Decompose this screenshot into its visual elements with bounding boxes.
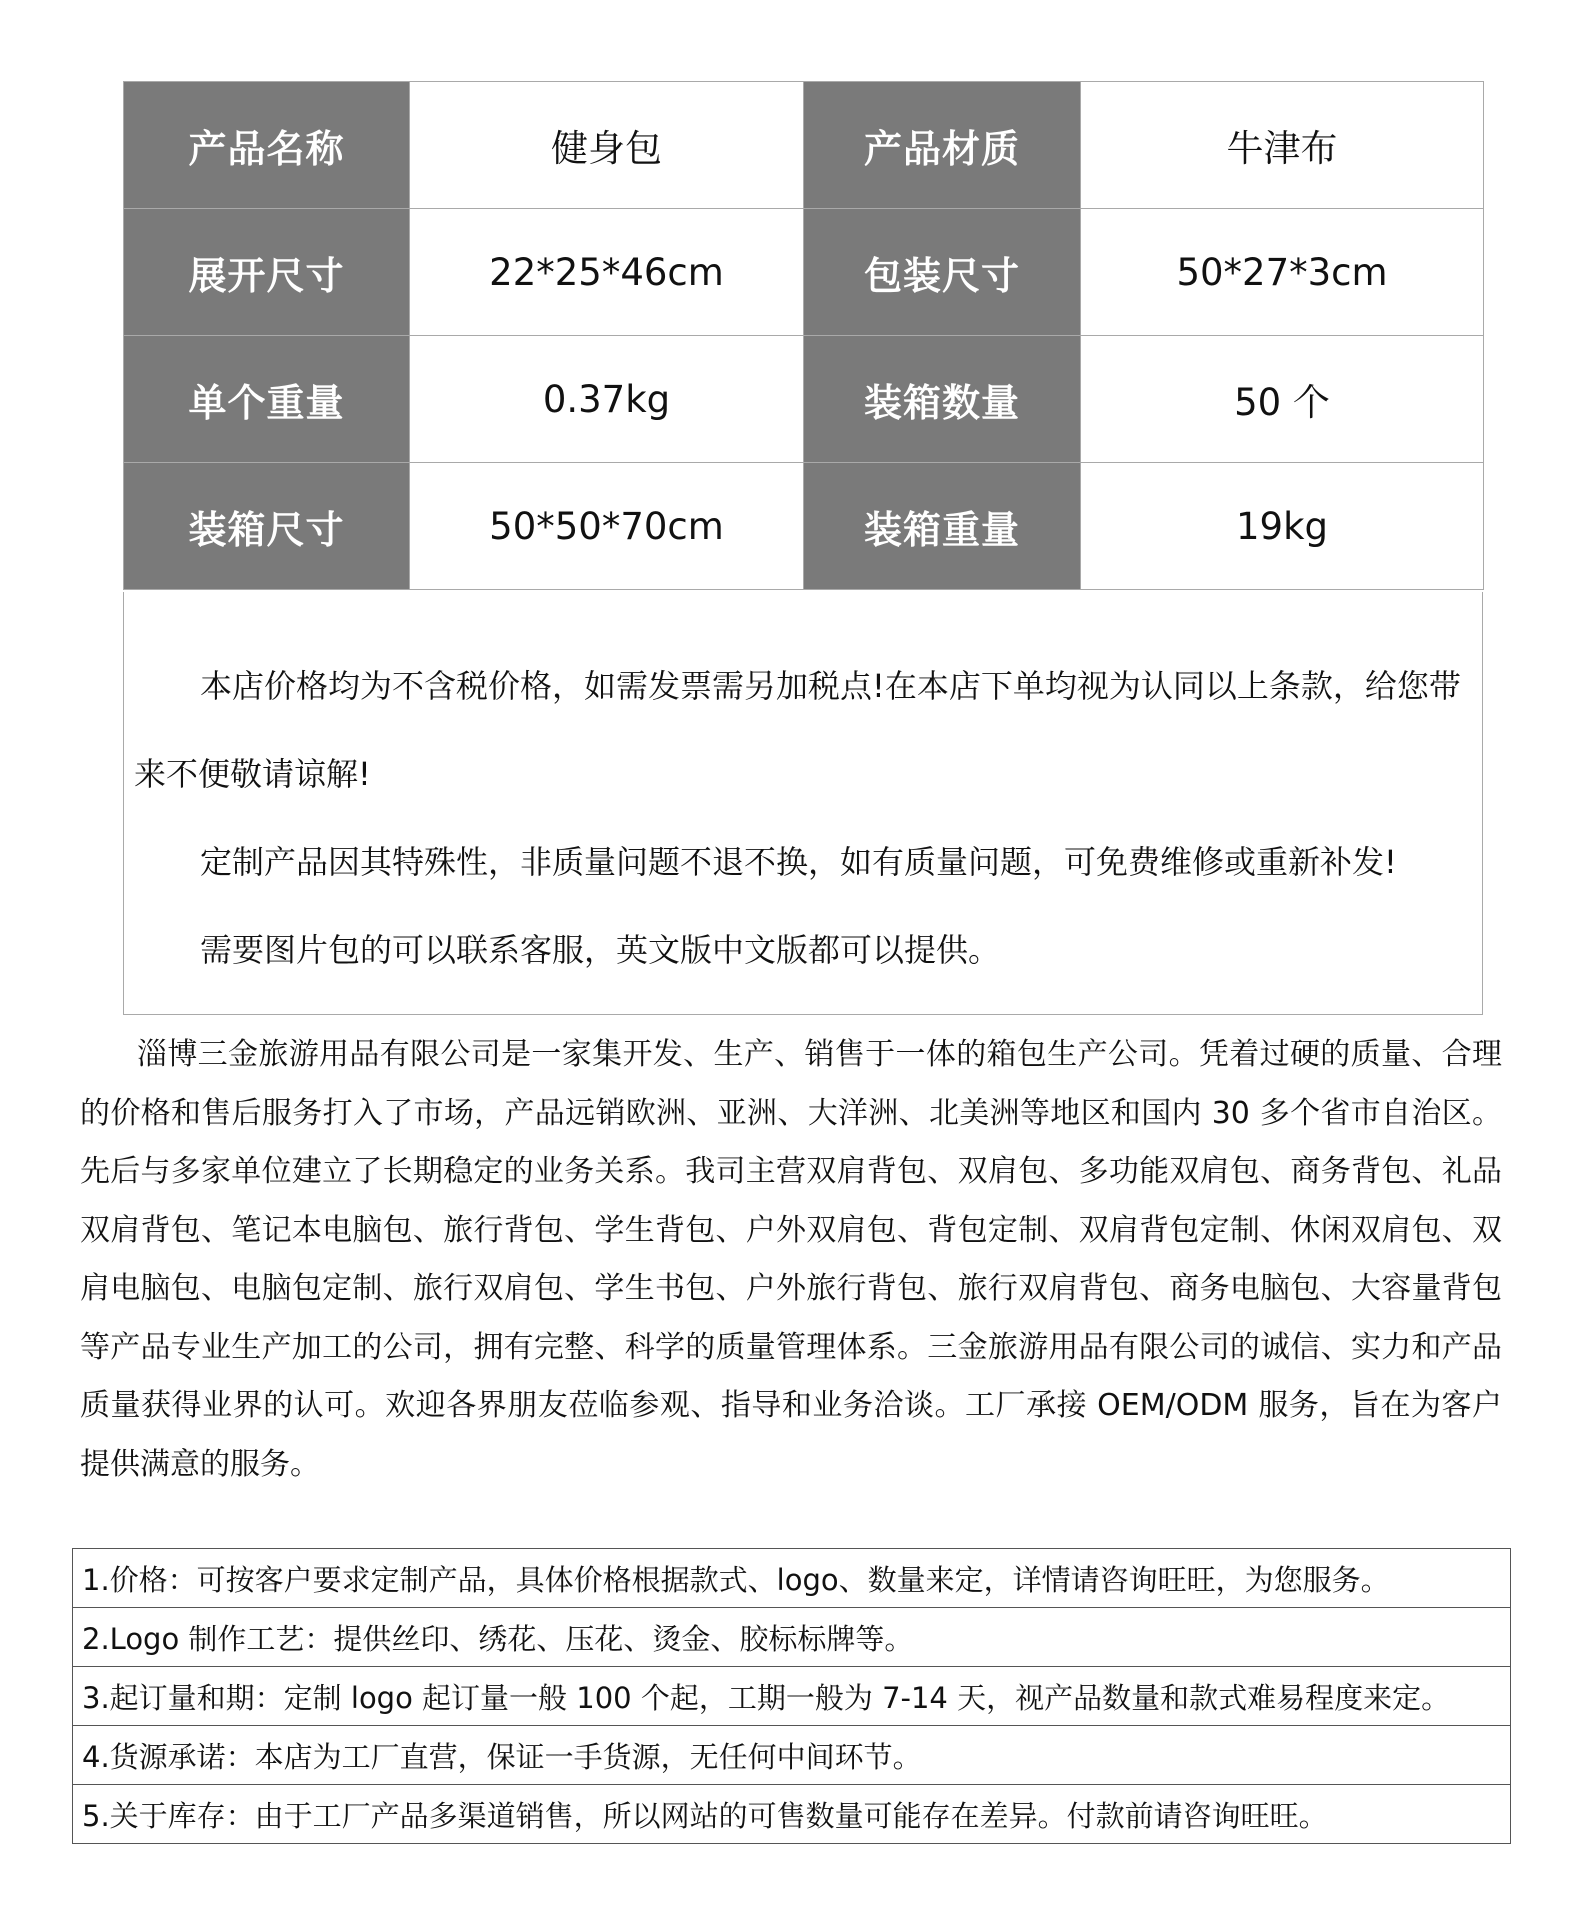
spec-label-carton-quantity: 装箱数量 bbox=[804, 336, 1081, 463]
spec-value-product-name: 健身包 bbox=[410, 82, 804, 209]
term-inventory: 5.关于库存：由于工厂产品多渠道销售，所以网站的可售数量可能存在差异。付款前请咨询旺旺。 bbox=[73, 1785, 1511, 1844]
spec-value-carton-size: 50*50*70cm bbox=[410, 463, 804, 590]
term-logo-craft: 2.Logo 制作工艺：提供丝印、绣花、压花、烫金、胶标标牌等。 bbox=[73, 1608, 1511, 1667]
spec-value-material: 牛津布 bbox=[1081, 82, 1484, 209]
spec-label-material: 产品材质 bbox=[804, 82, 1081, 209]
service-terms-list bbox=[72, 1548, 1511, 1844]
notice-image-pack: 需要图片包的可以联系客服，英文版中文版都可以提供。 bbox=[200, 931, 1001, 969]
spec-row bbox=[124, 209, 1484, 336]
spec-value-package-size: 50*27*3cm bbox=[1081, 209, 1484, 336]
term-price: 1.价格：可按客户要求定制产品，具体价格根据款式、logo、数量来定，详情请咨询旺旺，为您服务。 bbox=[73, 1549, 1511, 1608]
notice-custom-return-policy: 定制产品因其特殊性，非质量问题不退不换，如有质量问题，可免费维修或重新补发! bbox=[200, 843, 1397, 881]
spec-value-unit-weight: 0.37kg bbox=[410, 336, 804, 463]
spec-label-product-name: 产品名称 bbox=[124, 82, 410, 209]
spec-row bbox=[124, 336, 1484, 463]
spec-label-unit-weight: 单个重量 bbox=[124, 336, 410, 463]
spec-label-carton-weight: 装箱重量 bbox=[804, 463, 1081, 590]
term-moq-lead-time: 3.起订量和期：定制 logo 起订量一般 100 个起，工期一般为 7-14 天，视产品数量和款式难易程度来定。 bbox=[73, 1667, 1511, 1726]
spec-label-unfolded-size: 展开尺寸 bbox=[124, 209, 410, 336]
spec-value-carton-weight: 19kg bbox=[1081, 463, 1484, 590]
spec-row bbox=[124, 463, 1484, 590]
spec-label-carton-size: 装箱尺寸 bbox=[124, 463, 410, 590]
spec-row bbox=[124, 82, 1484, 209]
spec-label-package-size: 包装尺寸 bbox=[804, 209, 1081, 336]
notice-price-tax: 本店价格均为不含税价格，如需发票需另加税点!在本店下单均视为认同以上条款，给您带来不便敬请谅解! bbox=[134, 667, 1461, 793]
spec-value-carton-quantity: 50 个 bbox=[1081, 336, 1484, 463]
term-supply-promise: 4.货源承诺：本店为工厂直营，保证一手货源，无任何中间环节。 bbox=[73, 1726, 1511, 1785]
product-spec-table bbox=[123, 81, 1484, 590]
company-introduction: 淄博三金旅游用品有限公司是一家集开发、生产、销售于一体的箱包生产公司。凭着过硬的质量、合理的价格和售后服务打入了市场，产品远销欧洲、亚洲、大洋洲、北美洲等地区和国内 30 多个省市自治区。先后与多家单位建立了长期稳定的业务关系。我司主营双肩背包、双肩包、多功能双肩包、商务背包、礼品双肩背包、笔记本电脑包、旅行背包、学生背包、户外双肩包、背包定制、双肩背包定制、休闲双肩包、双肩电脑包、电脑包定制、旅行双肩包、学生书包、户外旅行背包、旅行双肩背包、商务电脑包、大容量背包等产品专业生产加工的公司，拥有完整、科学的质量管理体系。三金旅游用品有限公司的诚信、实力和产品质量获得业界的认可。欢迎各界朋友莅临参观、指导和业务洽谈。工厂承接 OEM/ODM 服务，旨在为客户提供满意的服务。 bbox=[80, 1037, 1502, 1482]
store-notice-box bbox=[123, 592, 1483, 1015]
spec-value-unfolded-size: 22*25*46cm bbox=[410, 209, 804, 336]
